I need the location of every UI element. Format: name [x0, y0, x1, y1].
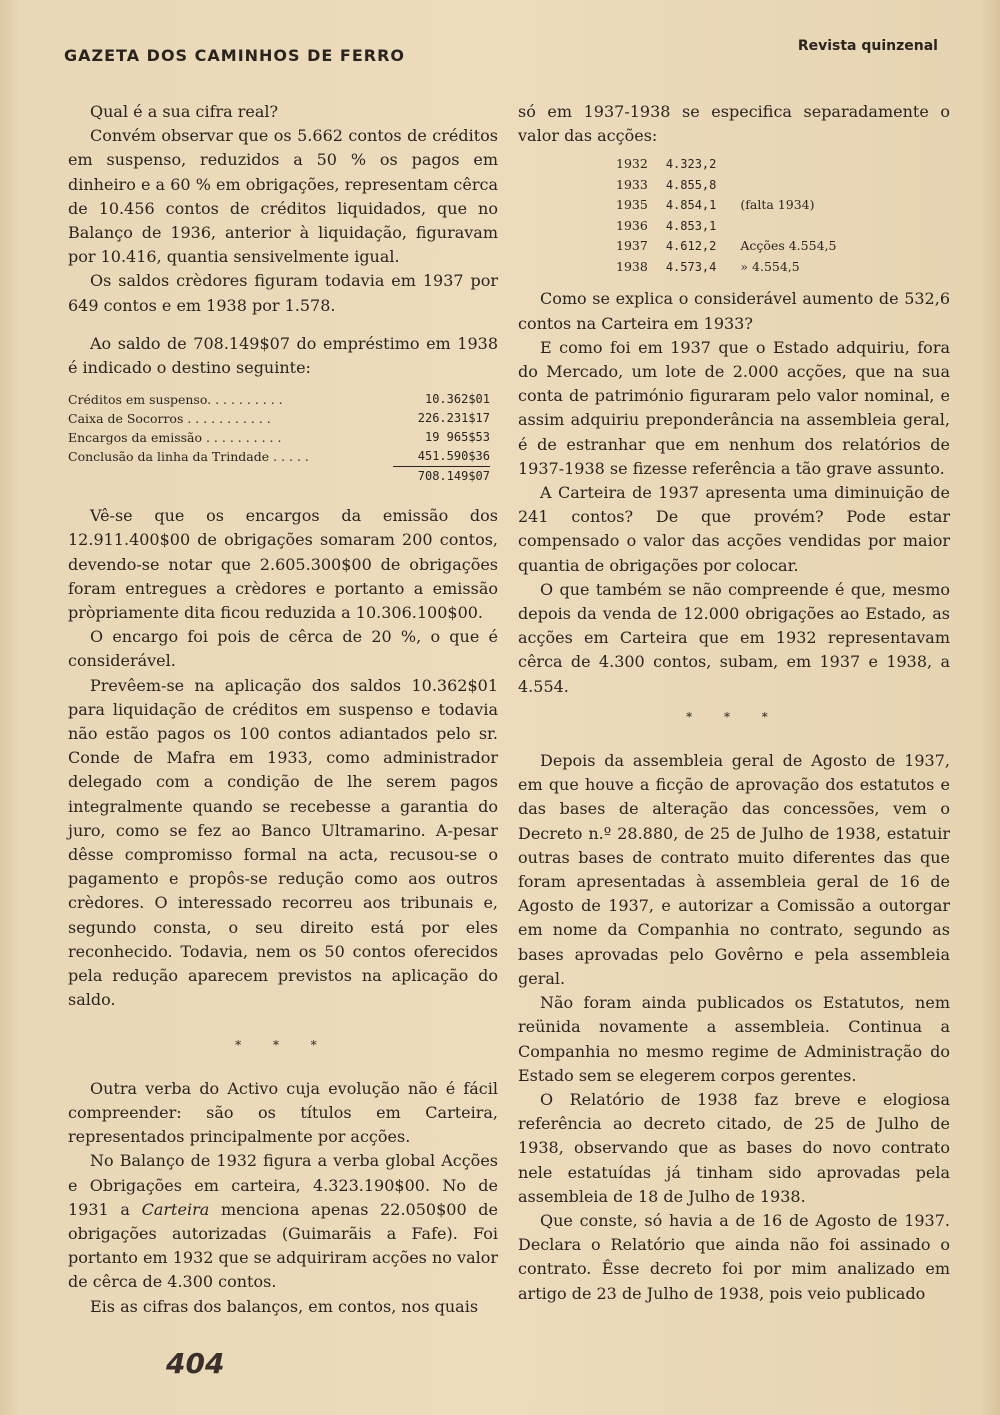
paragraph: Vê-se que os encargos da emissão dos 12.911.400$00 de obrigações somaram 200 contos, devendo-se notar que 2.605.300$00 de obrigações foram entregues a crèdores e portanto a emissão pròpriamente dita ficou reduzida a 10.306.100$00.	[68, 506, 498, 623]
ledger-label: Conclusão da linha da Trindade . . . . .	[68, 449, 309, 465]
paragraph: Convém observar que os 5.662 contos de créditos em suspenso, reduzidos a 50 % os pagos em dinheiro e a 60 % em obrigações, representam cêrca de 10.456 contos de créditos liquidados, que no Balanço de 1936, anterior à liquidação, figuravam por 10.416, quantia sensivelmente igual.	[68, 126, 498, 267]
section-divider: * * *	[686, 709, 782, 724]
paragraph: só em 1937-1938 se especifica separadamente o valor das acções:	[518, 102, 950, 146]
ledger-amount: 226.231$17	[417, 411, 490, 426]
year-cell: 1935	[616, 197, 648, 213]
ledger-amount: 451.590$36	[417, 449, 490, 464]
year-cell: 1933	[616, 176, 648, 192]
right-column	[518, 100, 950, 1306]
table-row	[616, 195, 854, 216]
note-cell	[740, 216, 854, 237]
paragraph: A Carteira de 1937 apresenta uma diminuição de 241 contos? De que provém? Pode estar compensado o valor das acções vendidas por maior quantia de obrigações por colocar.	[518, 483, 950, 575]
year-cell: 1932	[616, 156, 648, 172]
year-cell: 1937	[616, 238, 648, 254]
section-divider: * * *	[235, 1037, 331, 1052]
note-cell: Acções 4.554,5	[740, 238, 837, 254]
paragraph: O que também se não compreende é que, mesmo depois da venda de 12.000 obrigações ao Estado, as acções em Carteira que em 1932 representavam cêrca de 4.300 contos, subam, em 1937 e 1938, a 4.554.	[518, 579, 950, 696]
note-cell	[740, 175, 854, 196]
year-cell: 1938	[616, 258, 648, 274]
ledger-amount: 19 965$53	[424, 430, 490, 445]
note-cell: » 4.554,5	[740, 258, 800, 274]
table-row	[68, 447, 490, 467]
ledger-table	[68, 390, 490, 486]
value-cell: 4.854,1	[665, 198, 717, 213]
note-cell	[740, 154, 854, 175]
ledger-total: 708.149$07	[393, 467, 490, 487]
journal-subtitle: Revista quinzenal	[797, 38, 938, 54]
table-row	[616, 216, 854, 237]
paragraph: Eis as cifras dos balanços, em contos, nos quais	[90, 1296, 479, 1316]
ledger-total-row	[68, 467, 490, 487]
table-row	[68, 428, 490, 447]
paragraph: O encargo foi pois de cêrca de 20 %, o que é considerável.	[68, 627, 498, 671]
value-cell: 4.323,2	[665, 157, 717, 172]
paragraph: Prevêem-se na aplicação dos saldos 10.362$01 para liquidação de créditos em suspenso e todavia não estão pagos os 100 contos adiantados pelo sr. Conde de Mafra em 1933, como administrador delegado com a condição de lhe serem pagos integralmente quando se recebesse a garantia do juro, como se fez ao Banco Ultramarino. A-pesar dêsse compromisso formal na acta, recusou-se o pagamento e propôs-se redução como aos outros crèdores. O interessado recorreu aos tribunais e, segundo consta, o seu direito está por eles reconhecido. Todavia, nem os 50 contos oferecidos pela redução aparecem previstos na aplicação do saldo.	[68, 675, 498, 1010]
note-cell: (falta 1934)	[740, 197, 815, 213]
paragraph: Não foram ainda publicados os Estatutos, nem reünida novamente a assembleia. Continua a Companhia no mesmo regime de Administração do Estado sem se elegerem corpos gerentes.	[518, 993, 950, 1085]
text-run: menciona apenas 22.050$00 de obrigações autorizadas (Guimarãis a Fafe). Foi portanto em 1932 que se adquiriram acções no valor de cêrca de 4.300 contos.	[68, 1199, 499, 1292]
ledger-amount: 10.362$01	[424, 392, 490, 407]
paragraph: Que conste, só havia a de 16 de Agosto de 1937. Declara o Relatório que ainda não foi assinado o contrato. Êsse decreto foi por mim analizado em artigo de 23 de Julho de 1938, pois veio publicado	[518, 1210, 950, 1303]
ledger-label: Créditos em suspenso. . . . . . . . . .	[68, 392, 283, 408]
table-row	[68, 409, 490, 428]
ledger-label: Encargos da emissão . . . . . . . . . .	[68, 430, 282, 446]
paragraph: Como se explica o considerável aumento de 532,6 contos na Carteira em 1933?	[518, 289, 950, 333]
value-cell: 4.612,2	[665, 239, 717, 254]
paragraph: E como foi em 1937 que o Estado adquiriu, fora do Mercado, um lote de 2.000 acções, que na sua conta de património figuraram pelo valor nominal, e assim adquiriu preponderância na assembleia geral, é de estranhar que em nenhum dos relatórios de 1937-1938 se fizesse referência a tão grave assunto.	[518, 337, 950, 478]
paragraph: Qual é a sua cifra real?	[90, 102, 279, 121]
table-row	[68, 390, 490, 409]
left-column	[68, 100, 498, 1319]
value-cell: 4.855,8	[665, 177, 717, 192]
paragraph: Os saldos crèdores figuram todavia em 1937 por 649 contos e em 1938 por 1.578.	[68, 271, 498, 315]
years-table	[616, 154, 854, 277]
paragraph	[68, 1149, 498, 1294]
text-run: No Balanço de 1932 figura a verba global Acções e Obrigações em carteira, 4.323.190$00. No de 1931 a	[68, 1151, 498, 1219]
paragraph: Ao saldo de 708.149$07 do empréstimo em 1938 é indicado o destino seguinte:	[68, 333, 498, 378]
paragraph: O Relatório de 1938 faz breve e elogiosa referência ao decreto citado, de 25 de Julho de 1938, observando que as bases do novo contrato nele estatuídas já tinham sido aprovadas pela assembleia de 18 de Julho de 1938.	[518, 1089, 950, 1206]
table-row	[616, 257, 854, 278]
table-row	[616, 154, 854, 175]
value-cell: 4.573,4	[665, 259, 717, 274]
page-number: 404	[166, 1347, 225, 1380]
table-row	[616, 236, 854, 257]
journal-title: GAZETA DOS CAMINHOS DE FERRO	[64, 46, 406, 65]
ledger-label: Caixa de Socorros . . . . . . . . . . .	[68, 411, 271, 427]
table-row	[616, 175, 854, 196]
year-cell: 1936	[616, 217, 648, 233]
paragraph: Depois da assembleia geral de Agosto de 1937, em que houve a ficção de aprovação dos estatutos e das bases de alteração das concessões, vem o Decreto n.º 28.880, de 25 de Julho de 1938, estatuir outras bases de contrato muito diferentes das que foram apresentadas à assembleia geral de 16 de Agosto de 1937, e autorizar a Comissão a outorgar em nome da Companhia no contrato, segundo as bases aprovadas pelo Govêrno e pela assembleia geral.	[518, 751, 950, 988]
value-cell: 4.853,1	[665, 218, 717, 233]
paragraph: Outra verba do Activo cuja evolução não é fácil compreender: são os títulos em Carteira, representados principalmente por acções.	[68, 1078, 498, 1147]
emphasis: Carteira	[141, 1199, 210, 1219]
